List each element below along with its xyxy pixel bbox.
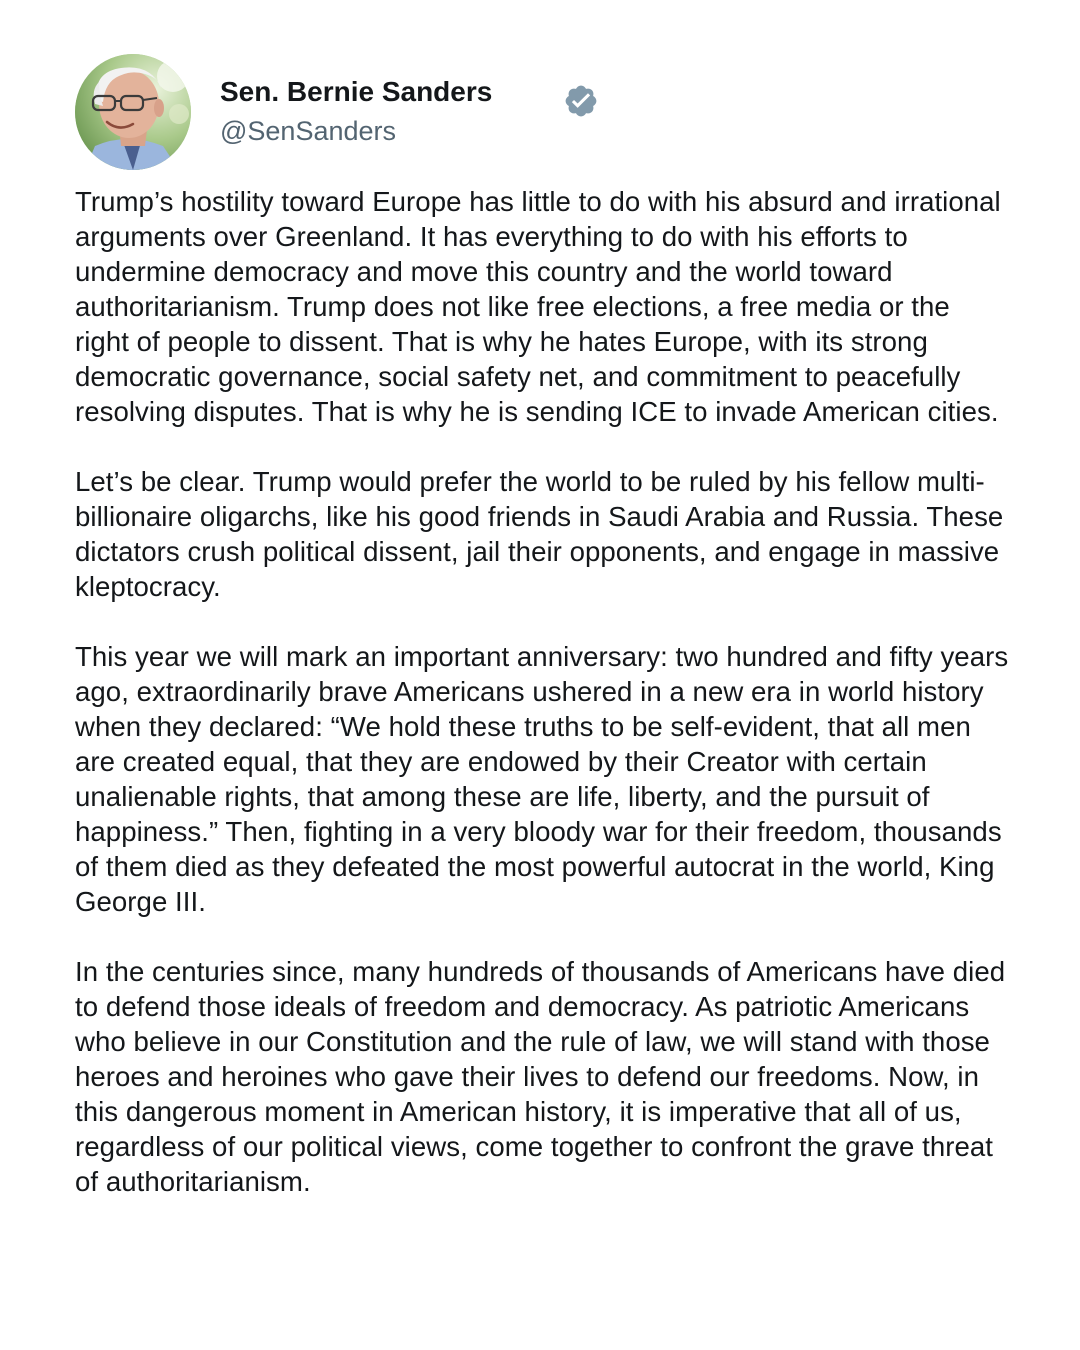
author-name[interactable]: Sen. Bernie Sanders xyxy=(220,76,493,107)
avatar-photo xyxy=(75,54,191,170)
tweet-paragraph: Trump’s hostility toward Europe has little to do with his absurd and irrational arguments over Greenland. It has everything to do with his efforts to undermine democracy and move this country and the world toward authoritarianism. Trump does not like free elections, a free media or the right of people to dissent. That is why he hates Europe, with its strong democratic governance, social safety net, and commitment to peacefully resolving disputes. That is why he is sending ICE to invade American cities. xyxy=(75,186,1001,427)
tweet-paragraph: This year we will mark an important anniversary: two hundred and fifty years ago, extraordinarily brave Americans ushered in a new era in world history when they declared: “We hold these truths to be self-evident, that all men are created equal, that they are endowed by their Creator with certain unalienable rights, that among these are life, liberty, and the pursuit of happiness.” Then, fighting in a very bloody war for their freedom, thousands of them died as they defeated the most powerful autocrat in the world, King George III. xyxy=(75,641,1009,917)
tweet-paragraph: In the centuries since, many hundreds of thousands of Americans have died to defend those ideals of freedom and democracy. As patriotic Americans who believe in our Constitution and the rule of law, we will stand with those heroes and heroines who gave their lives to defend our freedoms. Now, in this dangerous moment in American history, it is imperative that all of us, regardless of our political views, come together to confront the grave threat of authoritarianism. xyxy=(75,956,1006,1197)
verified-badge-icon xyxy=(563,83,599,119)
author-handle[interactable]: @SenSanders xyxy=(220,116,397,146)
tweet-paragraph: Let’s be clear. Trump would prefer the world to be ruled by his fellow multi-billionaire oligarchs, like his good friends in Saudi Arabia and Russia. These dictators crush political dissent, jail their opponents, and engage in massive kleptocracy. xyxy=(75,466,1004,602)
avatar[interactable] xyxy=(75,54,191,170)
tweet-body xyxy=(75,184,1010,1199)
tweet-header xyxy=(75,54,1015,170)
